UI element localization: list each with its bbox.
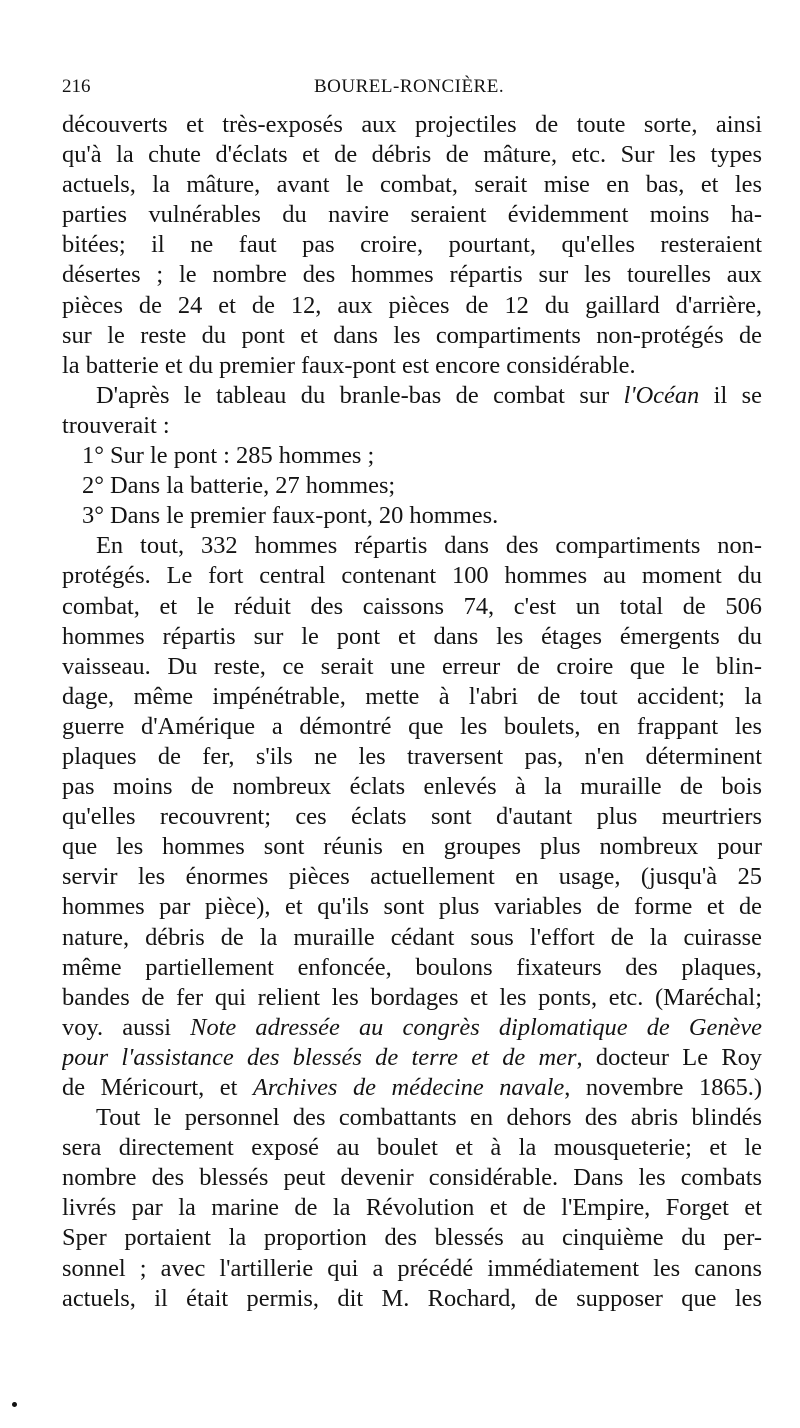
cited-title: Note adressée au congrès diplomatique de Genève xyxy=(190,1013,762,1041)
text-line: qu'à la chute d'éclats et de débris de mâture, etc. Sur les types xyxy=(62,141,762,169)
list-item: 2° Dans la batterie, 27 hommes; xyxy=(82,472,396,500)
text-line: livrés par la marine de la Révolution et de l'Empire, Forget et xyxy=(62,1194,762,1222)
text-line: protégés. Le fort central contenant 100 hommes au moment du xyxy=(62,562,762,590)
text-line xyxy=(62,1043,762,1073)
text-line: même partiellement enfoncée, boulons fixateurs des plaques, xyxy=(62,953,762,981)
scan-speck xyxy=(12,1402,17,1407)
text-line: trouverait : xyxy=(62,411,170,439)
list-item: 1° Sur le pont : 285 hommes ; xyxy=(82,442,375,470)
text-line: vaisseau. Du reste, ce serait une erreur de croire que le blin- xyxy=(62,652,762,680)
text-line: guerre d'Amérique a démontré que les boulets, en frappant les xyxy=(62,712,762,740)
text-run: de Méricourt, et xyxy=(62,1074,253,1101)
text-line: hommes par pièce), et qu'ils sont plus variables de forme et de xyxy=(62,893,762,921)
text-line: désertes ; le nombre des hommes répartis sur les tourelles aux xyxy=(62,261,762,289)
text-line xyxy=(62,1013,762,1043)
text-line: parties vulnérables du navire seraient évidemment moins ha- xyxy=(62,201,762,229)
list-item: 3° Dans le premier faux-pont, 20 hommes. xyxy=(82,502,499,530)
text-line: nature, débris de la muraille cédant sous l'effort de la cuirasse xyxy=(62,923,762,951)
running-head: BOUREL-RONCIÈRE. xyxy=(314,76,505,97)
text-line: En tout, 332 hommes répartis dans des compartiments non- xyxy=(96,532,762,560)
text-line: bandes de fer qui relient les bordages et les ponts, etc. (Maréchal; xyxy=(62,983,762,1011)
text-line: combat, et le réduit des caissons 74, c'est un total de 506 xyxy=(62,592,762,620)
text-run: il se xyxy=(699,381,762,409)
text-run: voy. aussi xyxy=(62,1013,191,1041)
page-number: 216 xyxy=(62,76,91,97)
text-line: pièces de 24 et de 12, aux pièces de 12 du gaillard d'arrière, xyxy=(62,291,762,319)
page-header xyxy=(62,76,762,102)
text-line: sonnel ; avec l'artillerie qui a précédé immédiatement les canons xyxy=(62,1254,762,1282)
text-line: hommes répartis sur le pont et dans les étages émergents du xyxy=(62,622,762,650)
text-line: actuels, il était permis, dit M. Rochard, de supposer que les xyxy=(62,1284,762,1312)
text-line: servir les énormes pièces actuellement en usage, (jusqu'à 25 xyxy=(62,863,762,891)
text-line: Tout le personnel des combattants en dehors des abris blindés xyxy=(96,1104,762,1132)
text-line: pas moins de nombreux éclats enlevés à la muraille de bois xyxy=(62,773,762,801)
text-line: Sper portaient la proportion des blessés au cinquième du per- xyxy=(62,1224,762,1252)
text-line: qu'elles recouvrent; ces éclats sont d'autant plus meurtriers xyxy=(62,803,762,831)
text-line: dage, même impénétrable, mette à l'abri de tout accident; la xyxy=(62,682,762,710)
text-line: la batterie et du premier faux-pont est encore considérable. xyxy=(62,351,636,379)
text-line: bitées; il ne faut pas croire, pourtant, qu'elles resteraient xyxy=(62,231,762,259)
text-line: plaques de fer, s'ils ne les traversent pas, n'en déterminent xyxy=(62,742,762,770)
text-line: sera directement exposé au boulet et à la mousqueterie; et le xyxy=(62,1134,762,1162)
text-line xyxy=(62,1073,762,1103)
body-text xyxy=(62,110,762,1314)
text-line xyxy=(62,381,762,411)
text-run: , novembre 1865.) xyxy=(564,1074,762,1101)
text-line: que les hommes sont réunis en groupes plus nombreux pour xyxy=(62,833,762,861)
text-line: nombre des blessés peut devenir considérable. Dans les combats xyxy=(62,1164,762,1192)
text-run: , docteur Le Roy xyxy=(576,1043,762,1071)
text-line: découverts et très-exposés aux projectiles de toute sorte, ainsi xyxy=(62,111,762,138)
cited-title: Archives de médecine navale xyxy=(252,1074,565,1101)
text-run: D'après le tableau du branle-bas de combat sur xyxy=(96,381,624,409)
text-line: sur le reste du pont et dans les compartiments non-protégés de xyxy=(62,321,762,349)
ship-name: l'Océan xyxy=(623,381,700,409)
cited-title: pour l'assistance des blessés de terre et de mer xyxy=(62,1043,577,1071)
text-line: actuels, la mâture, avant le combat, serait mise en bas, et les xyxy=(62,171,762,199)
